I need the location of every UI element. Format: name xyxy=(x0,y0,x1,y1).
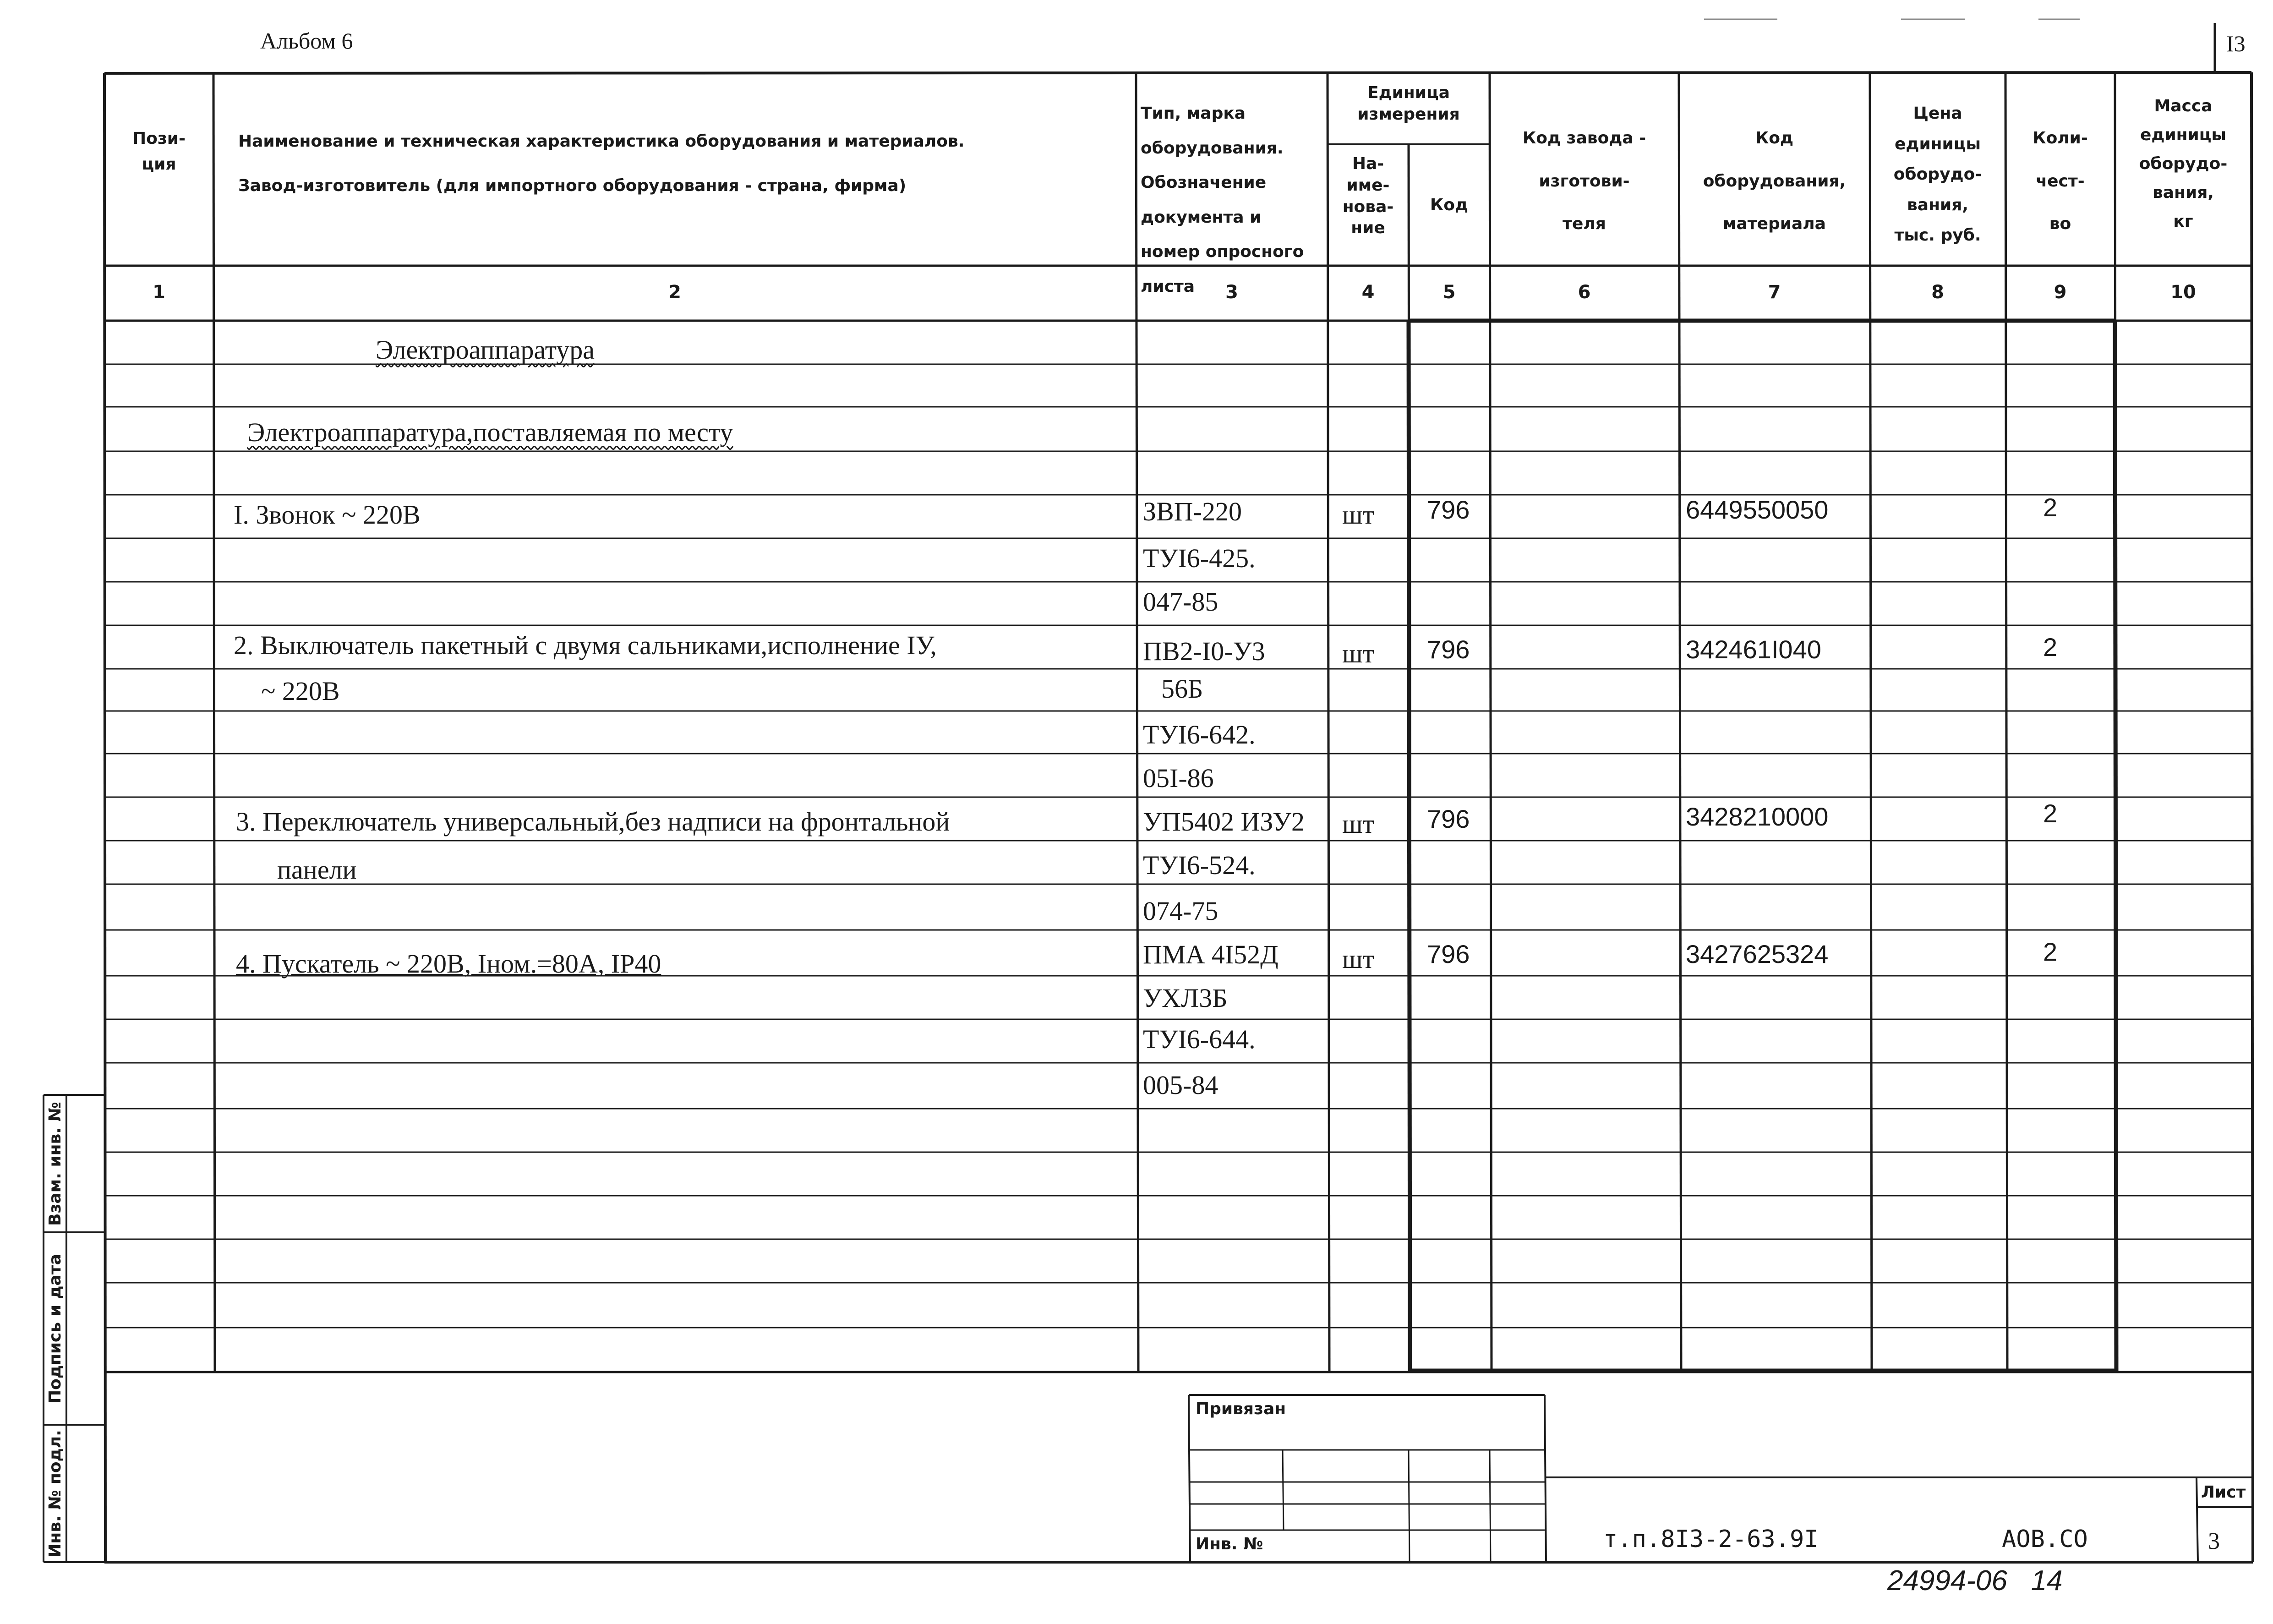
side-label-vzam-cell xyxy=(44,1095,66,1232)
item-4-name: 4. Пускатель ~ 220В, Iном.=80А, IP40 xyxy=(236,949,661,979)
stamp-list-number: 3 xyxy=(2208,1528,2220,1554)
col-header-6: Код завода - изготови- теля xyxy=(1522,129,1646,234)
item-1-qty: 2 xyxy=(2043,493,2058,522)
item-4-type-tu: ТУI6-644. xyxy=(1143,1024,1256,1054)
col-header-1: Пози- ция xyxy=(132,129,186,174)
col-header-2: Наименование и техническая характеристика оборудования и материалов. Завод-изготовитель (для импортного оборудования - страна, фирма) xyxy=(238,132,965,196)
item-2-type: ПВ2-I0-У3 xyxy=(1143,636,1265,666)
item-4-code: 796 xyxy=(1427,940,1470,968)
col-number-2: 2 xyxy=(668,282,681,303)
item-4-qty: 2 xyxy=(2043,937,2058,966)
item-3-type: УП5402 ИЗУ2 xyxy=(1143,807,1305,837)
side-label-podpis: Подпись и дата xyxy=(45,1253,65,1404)
item-2-type-tu: ТУI6-642. xyxy=(1143,720,1256,749)
col-number-10: 10 xyxy=(2170,282,2196,303)
col-number-6: 6 xyxy=(1578,282,1591,303)
col-header-9: Коли- чест- во xyxy=(2033,129,2088,234)
item-1-unit: шт xyxy=(1342,500,1375,530)
item-3-name: 3. Переключатель универсальный,без надписи на фронтальной xyxy=(236,807,950,837)
col-number-1: 1 xyxy=(153,282,165,303)
side-label-inv-podl: Инв. № подл. xyxy=(45,1429,65,1558)
item-4-type: ПМА 4I52Д xyxy=(1143,940,1279,969)
stamp-privyazan: Привязан xyxy=(1196,1400,1286,1418)
col-number-8: 8 xyxy=(1931,282,1944,303)
item-1-type: ЗВП-220 xyxy=(1143,497,1242,526)
item-1-type-tu: ТУI6-425. xyxy=(1143,543,1256,573)
item-1-name: I. Звонок ~ 220В xyxy=(234,500,421,530)
col-header-8: Цена единицы оборудо- вания, тыс. руб. xyxy=(1893,104,1982,245)
item-1-code: 796 xyxy=(1427,495,1470,524)
col-header-10: Масса единицы оборудо- вания, кг xyxy=(2139,97,2228,231)
col-header-7: Код оборудования, материала xyxy=(1703,129,1846,234)
side-label-vzam: Взам. инв. № xyxy=(45,1101,65,1226)
stamp-list-label: Лист xyxy=(2201,1483,2246,1502)
item-3-unit: шт xyxy=(1342,809,1375,839)
item-4-type-line2: УХЛ3Б xyxy=(1143,983,1228,1013)
col-number-5: 5 xyxy=(1442,282,1456,303)
side-label-podpis-cell xyxy=(44,1232,66,1425)
stamp-handwritten-number: 24994-06 14 xyxy=(1887,1565,2063,1597)
item-2-type-num: 05I-86 xyxy=(1143,763,1214,793)
unit-group-header: Единица измерения xyxy=(1357,83,1460,124)
col-header-4: На- име- нова- ние xyxy=(1342,154,1394,238)
col-number-7: 7 xyxy=(1768,282,1781,303)
section-title: Электроаппаратура xyxy=(376,335,595,365)
album-label: Альбом 6 xyxy=(260,28,353,54)
stamp-doc-suffix: АОВ.СО xyxy=(2002,1526,2088,1553)
col-number-3: 3 xyxy=(1225,282,1238,303)
col-header-5: Код xyxy=(1430,196,1469,214)
side-label-inv-cell xyxy=(44,1425,66,1562)
item-1-type-num: 047-85 xyxy=(1143,587,1218,617)
col-number-9: 9 xyxy=(2054,282,2067,303)
item-3-equip-code: 3428210000 xyxy=(1686,802,1829,831)
item-4-equip-code: 3427625324 xyxy=(1686,940,1829,968)
item-2-type-line2: 56Б xyxy=(1161,674,1203,704)
item-3-name-line2: панели xyxy=(277,855,357,885)
col-number-4: 4 xyxy=(1361,282,1375,303)
item-1-equip-code: 6449550050 xyxy=(1686,495,1829,524)
item-4-type-num: 005-84 xyxy=(1143,1070,1218,1100)
item-2-code: 796 xyxy=(1427,635,1470,664)
item-3-qty: 2 xyxy=(2043,799,2058,828)
stamp-doc-code: т.п.8I3-2-63.9I xyxy=(1603,1526,1819,1553)
subsection-title: Электроаппаратура,поставляемая по месту xyxy=(247,417,733,447)
item-2-equip-code: 342461I040 xyxy=(1686,635,1821,664)
item-2-qty: 2 xyxy=(2043,633,2058,662)
item-4-unit: шт xyxy=(1342,944,1375,974)
item-3-type-num: 074-75 xyxy=(1143,896,1218,926)
item-2-name-line2: ~ 220В xyxy=(261,676,340,706)
col-header-3: Тип, марка оборудования. Обозначение документа и номер опросного листа xyxy=(1141,104,1304,296)
stamp-inv-no: Инв. № xyxy=(1196,1535,1263,1553)
page-number: I3 xyxy=(2226,31,2246,56)
item-3-code: 796 xyxy=(1427,804,1470,833)
item-3-type-tu: ТУI6-524. xyxy=(1143,850,1256,880)
item-2-unit: шт xyxy=(1342,639,1375,668)
item-2-name: 2. Выключатель пакетный с двумя сальниками,исполнение IУ, xyxy=(234,630,937,660)
